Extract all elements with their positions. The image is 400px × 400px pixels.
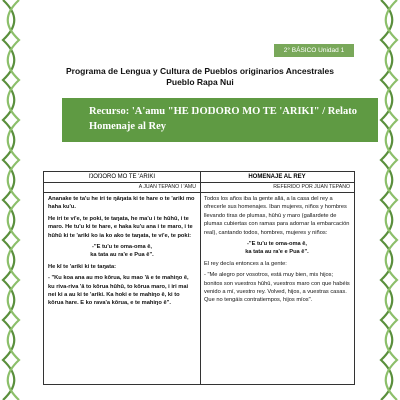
rapanui-song-line: -"E tu'u te oma-oma ē, bbox=[92, 244, 152, 251]
rapanui-paragraph: He iri te vi'e, te poki, te taŋata, he ma'u i te hūhū, i te maro. He tu'u ki te hare, e haka ku'u ana i te maro, i te hūhū ki te 'ariki ko ia ko ako te taŋata, te vi'e, te poki: bbox=[48, 215, 193, 239]
spanish-paragraph: El rey decía entonces a la gente: bbox=[204, 260, 287, 267]
program-title-line2: Pueblo Rapa Nui bbox=[166, 77, 234, 87]
decorative-border-left bbox=[0, 0, 22, 400]
decorative-border-right bbox=[378, 0, 400, 400]
spanish-paragraph: - "Me alegro por vosotros, está muy bien, mis hijos; bonitos son vuestros hūhū, vuestros maro con que habéis venido a mí, vuestro rey. Volved, hijos, a vuestras casas. Que no tengáis contratiempos, hijos míos". bbox=[204, 272, 350, 304]
spanish-heading: HOMENAJE AL REY bbox=[200, 172, 354, 183]
rapanui-paragraph: - "Ku koa ana au mo kōrua, ku mao 'ā e te mahiŋo ē, ku riva-riva 'ā to kōrua hūhū, to kōrua maro, i iri mai nei ki a au ki te 'ariki. Ka hoki e te mahiŋo ē, ki to kōrua hare. E ko rava'a kōrua, e te mahiŋo ē". bbox=[48, 275, 189, 307]
bilingual-text-table bbox=[43, 171, 355, 385]
rapanui-column bbox=[44, 172, 201, 384]
spanish-paragraph: Todos los años iba la gente allá, a la casa del rey a ofrecerle sus homenajes. Iban mujeres, niños y hombres llevando tiras de plumas, hūhū y maro (gallardete de plumas cubiertas con ramas para adornar la embarcación real), cantando todos, hombres, mujeres y niños: bbox=[204, 196, 350, 236]
rapanui-heading: ŊOŊORO MO TE 'ARIKI bbox=[44, 172, 200, 183]
spanish-song-line: ka tata au ra'e e Pua ē". bbox=[245, 249, 309, 256]
grade-badge: 2° BÁSICO Unidad 1 bbox=[274, 44, 354, 57]
program-title-line1: Programa de Lengua y Cultura de Pueblos originarios Ancestrales bbox=[66, 66, 334, 76]
program-title bbox=[40, 66, 360, 88]
spanish-text bbox=[200, 193, 354, 305]
spanish-song-line: -"E tu'u te oma-oma ē, bbox=[247, 241, 307, 248]
spanish-column bbox=[200, 172, 354, 384]
resource-title-line1: Recurso: 'A'amu "HE ŊOŊORO MO TE 'ARIKI" / Relato bbox=[89, 106, 357, 117]
resource-title bbox=[89, 104, 374, 134]
resource-title-line2: Homenaje al Rey bbox=[89, 121, 166, 132]
spanish-author: REFERIDO POR JUAN TEPANO bbox=[200, 183, 354, 193]
rapanui-text bbox=[44, 193, 200, 308]
rapanui-song-line: ka tata au ra'e e Pua ē". bbox=[90, 252, 154, 259]
rapanui-paragraph: Ananake te ta'u he iri te ŋāŋata ki te hare o te 'ariki mo haha ku'u. bbox=[48, 196, 195, 211]
rapanui-paragraph: He kī te 'ariki ki te taŋata: bbox=[48, 263, 117, 270]
rapanui-author: A JUAN TEPANO I 'AMU bbox=[44, 183, 200, 193]
resource-banner bbox=[62, 98, 378, 142]
